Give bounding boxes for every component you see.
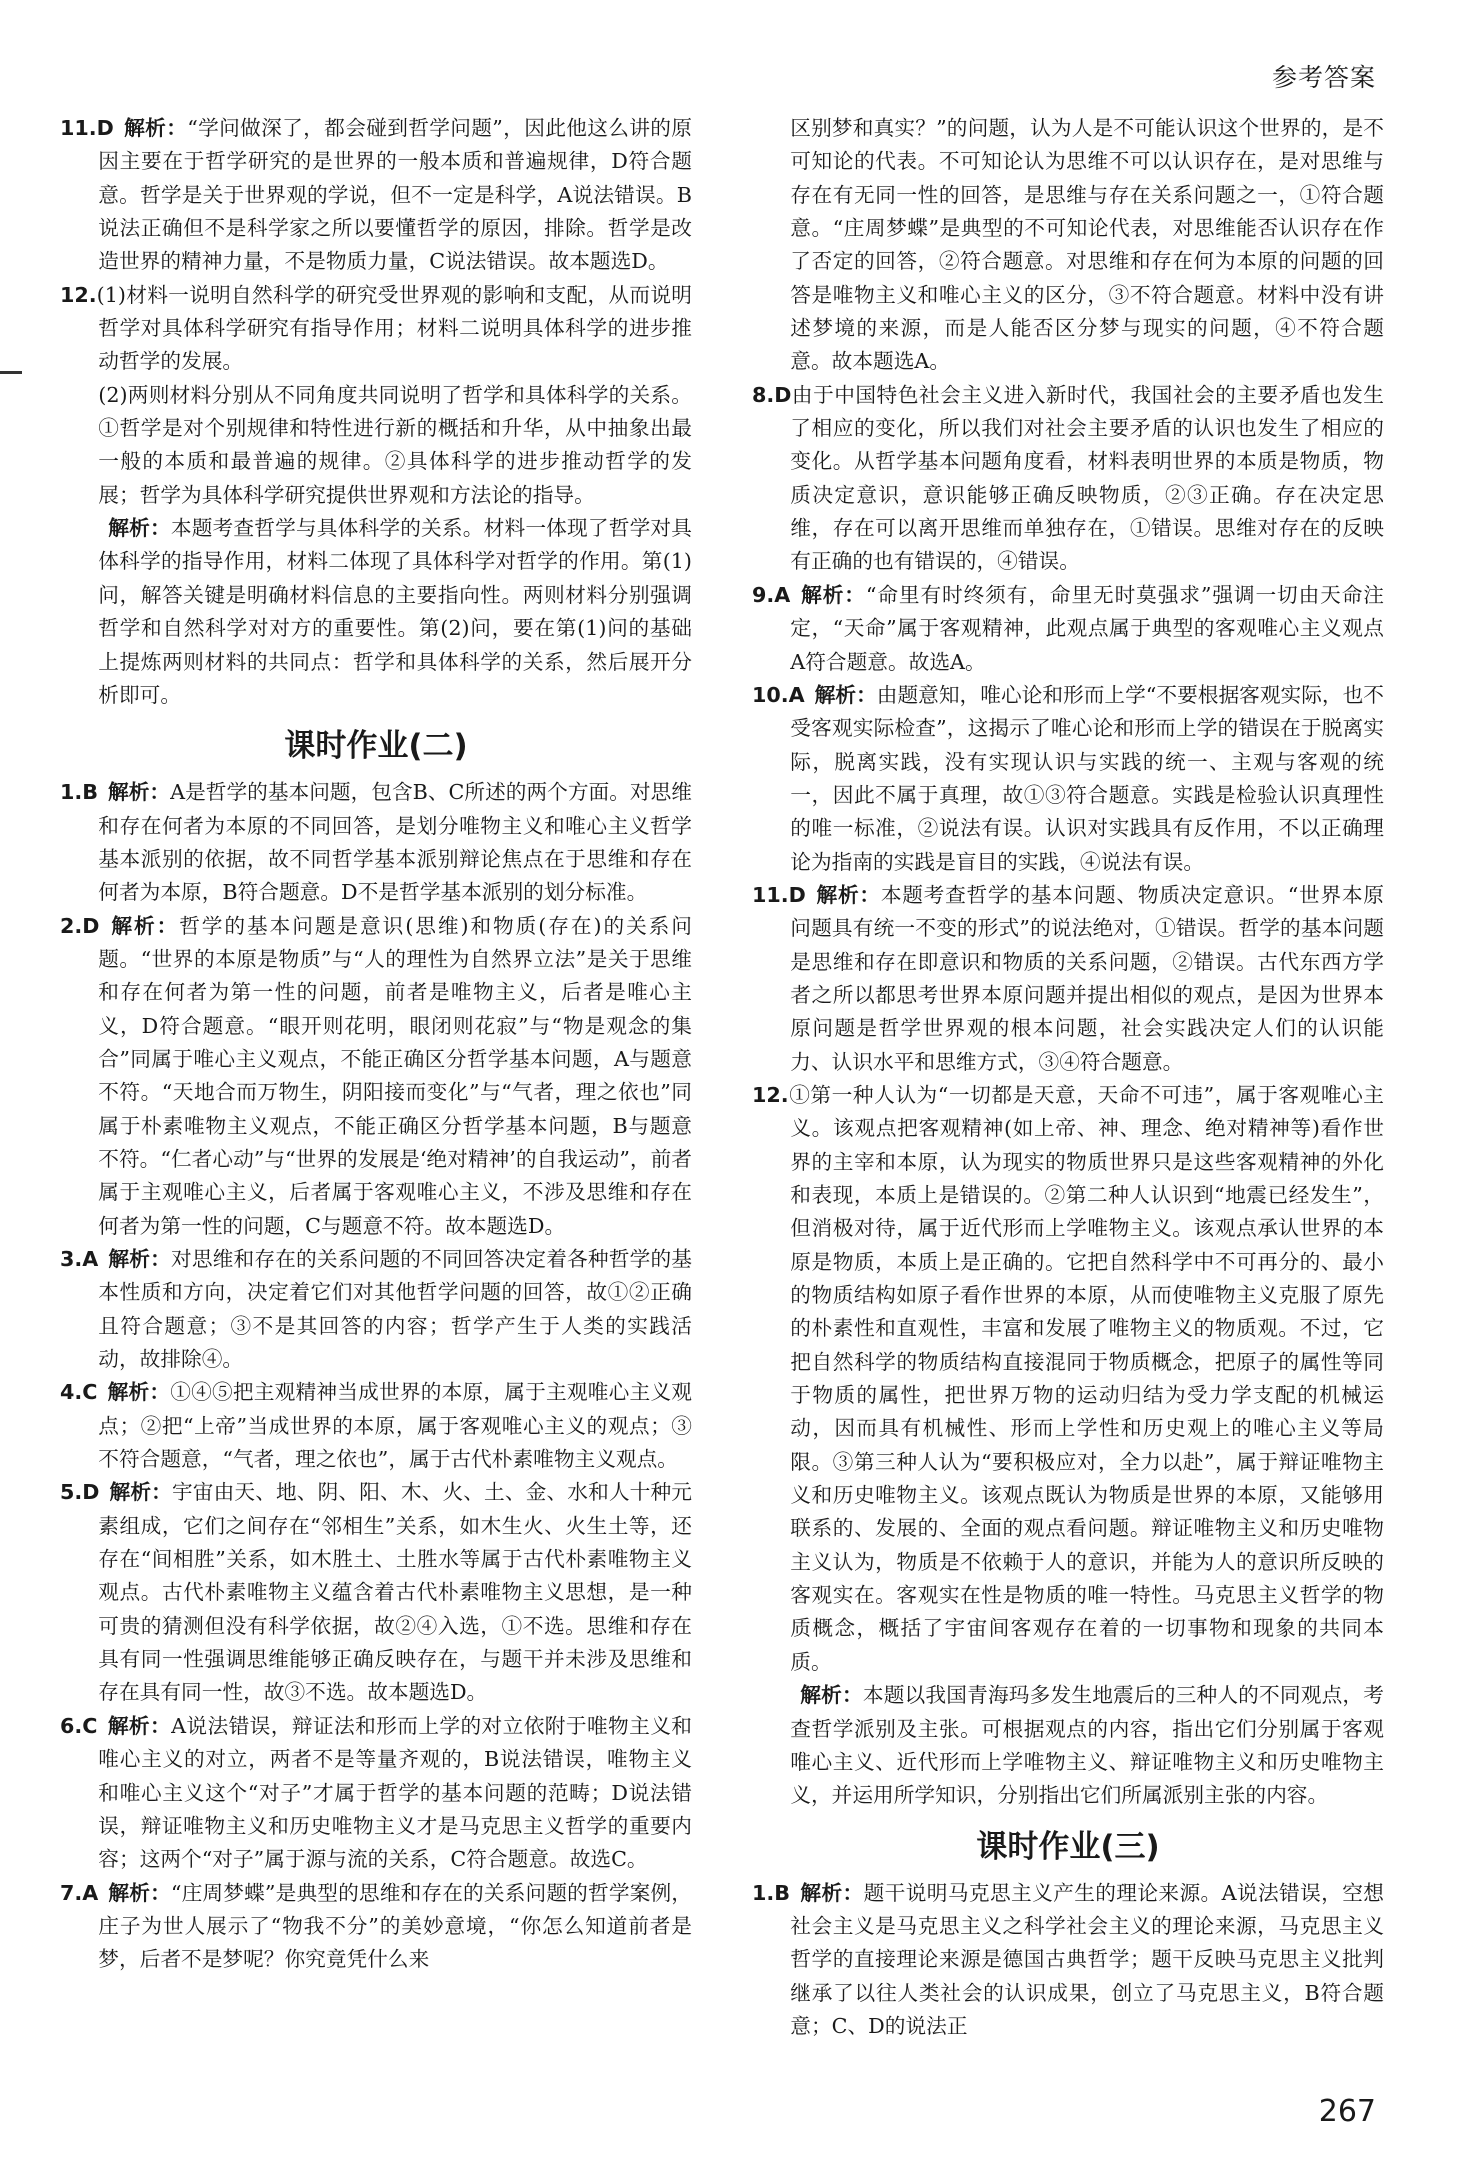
analysis-label: 解析	[123, 116, 167, 140]
answer-text: “庄周梦蝶”是典型的思维和存在的关系问题的哲学案例，庄子为世人展示了“物我不分”的美妙意境，“你怎么知道前者是梦，后者不是梦呢？你究竟凭什么来	[98, 1880, 692, 1972]
question-number: 8.D	[752, 382, 792, 407]
answer-item	[60, 1476, 692, 1709]
question-number: 11.D	[60, 116, 114, 140]
margin-tick	[0, 371, 22, 374]
answer-text: 由于中国特色社会主义进入新时代，我国社会的主要矛盾也发生了相应的变化，所以我们对社会主要矛盾的认识也发生了相应的变化。从哲学基本问题角度看，材料表明世界的本质是物质，物质决定意识，意识能够正确反映物质，②③正确。存在决定思维，存在可以离开思维而单独存在，①错误。思维对存在的反映有正确的也有错误的，④错误。	[790, 382, 1384, 574]
analysis-colon: ：	[842, 1880, 864, 1905]
answer-item	[752, 679, 1384, 879]
answer-item	[60, 1877, 692, 1977]
page-number: 267	[1318, 2094, 1376, 2129]
analysis-colon: ：	[150, 1247, 171, 1271]
answer-text: 本题考查哲学与具体科学的关系。材料一体现了哲学对具体科学的指导作用，材料二体现了具体科学对哲学的作用。第(1)问，解答关键是明确材料信息的主要指向性。两则材料分别强调哲学和自然科学对对方的重要性。第(2)问，要在第(1)问的基础上提炼两则材料的共同点：哲学和具体科学的关系，然后展开分析即可。	[98, 516, 692, 707]
answer-text: ①第一种人认为“一切都是天意，天命不可违”，属于客观唯心主义。该观点把客观精神(如上帝、神、理念、绝对精神等)看作世界的主宰和本原，认为现实的物质世界只是这些客观精神的外化和表现，本质上是错误的。②第二种人认识到“地震已经发生”，但消极对待，属于近代形而上学唯物主义。该观点承认世界的本原是物质，本质上是正确的。它把自然科学中不可再分的、最小的物质结构如原子看作世界的本原，从而使唯物主义克服了原先的朴素性和直观性，丰富和发展了唯物主义的物质观。不过，它把自然科学的物质结构直接混同于物质概念，把原子的属性等同于物质的属性，把世界万物的运动归结为受力学支配的机械运动，因而具有机械性、形而上学性和历史观上的唯心主义等局限。③第三种人认为“要积极应对，全力以赴”，属于辩证唯物主义和历史唯物主义。该观点既认为物质是世界的本原，又能够用联系的、发展的、全面的观点看问题。辩证唯物主义和历史唯物主义认为，物质是不依赖于人的意识，并能为人的意识所反映的客观实在。客观实在性是物质的唯一特性。马克思主义哲学的物质概念，概括了宇宙间客观存在着的一切事物和现象的共同本质。	[788, 1082, 1384, 1674]
answer-text: (1)材料一说明自然科学的研究受世界观的影响和支配，从而说明哲学对具体科学研究有指导作用；材料二说明具体科学的进步推动哲学的发展。	[96, 282, 692, 374]
answer-text: “学问做深了，都会碰到哲学问题”，因此他这么讲的原因主要在于哲学研究的是世界的一般本质和普遍规律，D符合题意。哲学是关于世界观的学说，但不一定是科学，A说法错误。B说法正确但不是科学家之所以要懂哲学的原因，排除。哲学是改造世界的精神力量，不是物质力量，C说法错误。故本题选D。	[98, 116, 692, 274]
answer-item	[60, 910, 692, 1243]
left-column	[60, 112, 692, 1977]
analysis-label: 解析	[107, 1713, 150, 1738]
answer-item	[60, 1243, 692, 1376]
analysis-label: 解析	[109, 1480, 152, 1505]
answer-text: 区别梦和真实？”的问题，认为人是不可能认识这个世界的，是不可知论的代表。不可知论认为思维不可以认识存在，是对思维与存在有无同一性的回答，是思维与存在关系问题之一，①符合题意。“庄周梦蝶”是典型的不可知论代表，对思维能否认识存在作了否定的回答，②符合题意。对思维和存在何为本原的问题的回答是唯物主义和唯心主义的区分，③不符合题意。材料中没有讲述梦境的来源，而是人能否区分梦与现实的问题，④不符合题意。故本题选A。	[790, 116, 1384, 374]
analysis-label: 解析	[815, 882, 860, 907]
answer-item	[752, 879, 1384, 1079]
answer-text: 本题以我国青海玛多发生地震后的三种人的不同观点，考查哲学派别及主张。可根据观点的内容，指出它们分别属于客观唯心主义、近代形而上学唯物主义、辩证唯物主义和历史唯物主义，并运用所学知识，分别指出它们所属派别主张的内容。	[790, 1683, 1384, 1808]
answer-item	[752, 379, 1384, 579]
answer-paragraph	[60, 512, 692, 712]
answer-text: 对思维和存在的关系问题的不同回答决定着各种哲学的基本性质和方向，决定着它们对其他哲学问题的回答，故①②正确且符合题意；③不是其回答的内容；哲学产生于人类的实践活动，故排除④。	[98, 1247, 692, 1372]
analysis-colon: ：	[859, 882, 881, 907]
analysis-label: 解析	[109, 913, 157, 938]
question-number: 1.B	[752, 1880, 791, 1905]
analysis-colon: ：	[150, 1880, 171, 1905]
answer-paragraph	[752, 1679, 1384, 1812]
analysis-colon: ：	[841, 1683, 863, 1708]
analysis-colon: ：	[150, 1713, 172, 1738]
question-number: 12.	[752, 1082, 789, 1107]
answer-text: 哲学的基本问题是意识(思维)和物质(存在)的关系问题。“世界的本原是物质”与“人的理性为自然界立法”是关于思维和存在何者为第一性的问题，前者是唯物主义，后者是唯心主义，D符合题意。“眼开则花明，眼闭则花寂”与“物是观念的集合”同属于唯心主义观点，不能正确区分哲学基本问题，A与题意不符。“天地合而万物生，阴阳接而变化”与“气者，理之依也”同属于朴素唯物主义观点，不能正确区分哲学基本问题，B与题意不符。“仁者心动”与“世界的发展是‘绝对精神’的自我运动”，前者属于主观唯心主义，后者属于客观唯心主义，不涉及思维和存在何者为第一性的问题，C与题意不符。故本题选D。	[98, 913, 692, 1238]
analysis-label: 解析	[107, 1380, 150, 1405]
analysis-colon: ：	[844, 582, 866, 607]
answer-paragraph	[752, 112, 1384, 379]
analysis-colon: ：	[149, 780, 171, 805]
analysis-label: 解析	[814, 682, 857, 707]
question-number: 6.C	[60, 1713, 98, 1738]
answer-text: (2)两则材料分别从不同角度共同说明了哲学和具体科学的关系。①哲学是对个别规律和特性进行新的概括和升华，从中抽象出最一般的本质和最普遍的规律。②具体科学的进步推动哲学的发展；哲学为具体科学研究提供世界观和方法论的指导。	[98, 382, 692, 507]
answer-item	[60, 776, 692, 909]
answer-text: 本题考查哲学的基本问题、物质决定意识。“世界本原问题具有统一不变的形式”的说法绝对，①错误。哲学的基本问题是思维和存在即意识和物质的关系问题，②错误。古代东西方学者之所以都思考世界本原问题并提出相似的观点，是因为世界本原问题是哲学世界观的根本问题，社会实践决定人们的认识能力、认识水平和思维方式，③④符合题意。	[790, 882, 1384, 1074]
answer-item	[60, 1376, 692, 1476]
answer-item	[60, 1710, 692, 1877]
analysis-label: 解析	[800, 1683, 842, 1708]
section-title: 课时作业(三)	[976, 1828, 1160, 1865]
answer-item	[60, 279, 692, 379]
answer-text: A说法错误，辩证法和形而上学的对立依附于唯物主义和唯心主义的对立，两者不是等量齐观的，B说法错误，唯物主义和唯心主义这个“对子”才属于哲学的基本问题的范畴；D说法错误，辩证唯物主义和历史唯物主义才是马克思主义哲学的重要内容；这两个“对子”属于源与流的关系，C符合题意。故选C。	[98, 1713, 692, 1872]
analysis-label: 解析	[108, 516, 150, 541]
right-column	[752, 112, 1384, 2043]
answer-text: 宇宙由天、地、阴、阳、木、火、土、金、水和人十种元素组成，它们之间存在“邻相生”关系，如木生火、火生土等，还存在“间相胜”关系，如木胜土、土胜水等属于古代朴素唯物主义观点。古代朴素唯物主义蕴含着古代朴素唯物主义思想，是一种可贵的猜测但没有科学依据，故②④入选，①不选。思维和存在具有同一性强调思维能够正确反映存在，与题干并未涉及思维和存在具有同一性，故③不选。故本题选D。	[98, 1480, 692, 1705]
question-number: 10.A	[752, 682, 805, 707]
analysis-colon: ：	[166, 116, 188, 140]
analysis-colon: ：	[856, 682, 877, 707]
answer-item	[752, 1877, 1384, 2044]
answer-text: 由题意知，唯心论和形而上学“不要根据客观实际，也不受客观实际检查”，这揭示了唯心论和形而上学的错误在于脱离实际，脱离实践，没有实现认识与实践的统一、主观与客观的统一，因此不属于真理，故①③符合题意。实践是检验认识真理性的唯一标准，②说法有误。认识对实践具有反作用，不以正确理论为指南的实践是盲目的实践，④说法有误。	[790, 682, 1384, 874]
analysis-label: 解析	[800, 1880, 843, 1905]
question-number: 2.D	[60, 913, 100, 938]
section-title: 课时作业(二)	[284, 728, 468, 765]
answer-item	[60, 112, 692, 279]
question-number: 3.A	[60, 1247, 99, 1271]
question-number: 11.D	[752, 882, 806, 907]
question-number: 7.A	[60, 1880, 99, 1905]
question-number: 1.B	[60, 780, 99, 805]
answer-text: 题干说明马克思主义产生的理论来源。A说法错误，空想社会主义是马克思主义之科学社会主义的理论来源，马克思主义哲学的直接理论来源是德国古典哲学；题干反映马克思主义批判继承了以往人类社会的认识成果，创立了马克思主义，B符合题意；C、D的说法正	[790, 1880, 1384, 2038]
analysis-colon: ：	[149, 1380, 171, 1405]
answer-text: “命里有时终须有，命里无时莫强求”强调一切由天命注定，“天命”属于客观精神，此观点属于典型的客观唯心主义观点A符合题意。故选A。	[790, 582, 1384, 674]
answer-paragraph	[60, 379, 692, 512]
analysis-label: 解析	[108, 1880, 151, 1905]
question-number: 9.A	[752, 582, 791, 607]
answer-item	[752, 579, 1384, 679]
analysis-colon: ：	[149, 516, 171, 541]
analysis-label: 解析	[108, 780, 150, 805]
analysis-label: 解析	[108, 1247, 151, 1271]
question-number: 5.D	[60, 1480, 100, 1505]
question-number: 4.C	[60, 1380, 98, 1405]
answer-text: ①④⑤把主观精神当成世界的本原，属于主观唯心主义观点；②把“上帝”当成世界的本原，属于客观唯心主义的观点；③不符合题意，“气者，理之依也”，属于古代朴素唯物主义观点。	[98, 1380, 692, 1472]
analysis-colon: ：	[151, 1480, 172, 1505]
running-header: 参考答案	[1271, 63, 1376, 92]
question-number: 12.	[60, 282, 97, 307]
analysis-label: 解析	[800, 582, 845, 607]
answer-text: A是哲学的基本问题，包含B、C所述的两个方面。对思维和存在何者为本原的不同回答，是划分唯物主义和唯心主义哲学基本派别的依据，故不同哲学基本派别辩论焦点在于思维和存在何者为本原，B符合题意。D不是哲学基本派别的划分标准。	[98, 780, 692, 905]
answer-item	[752, 1079, 1384, 1679]
analysis-colon: ：	[156, 913, 180, 938]
